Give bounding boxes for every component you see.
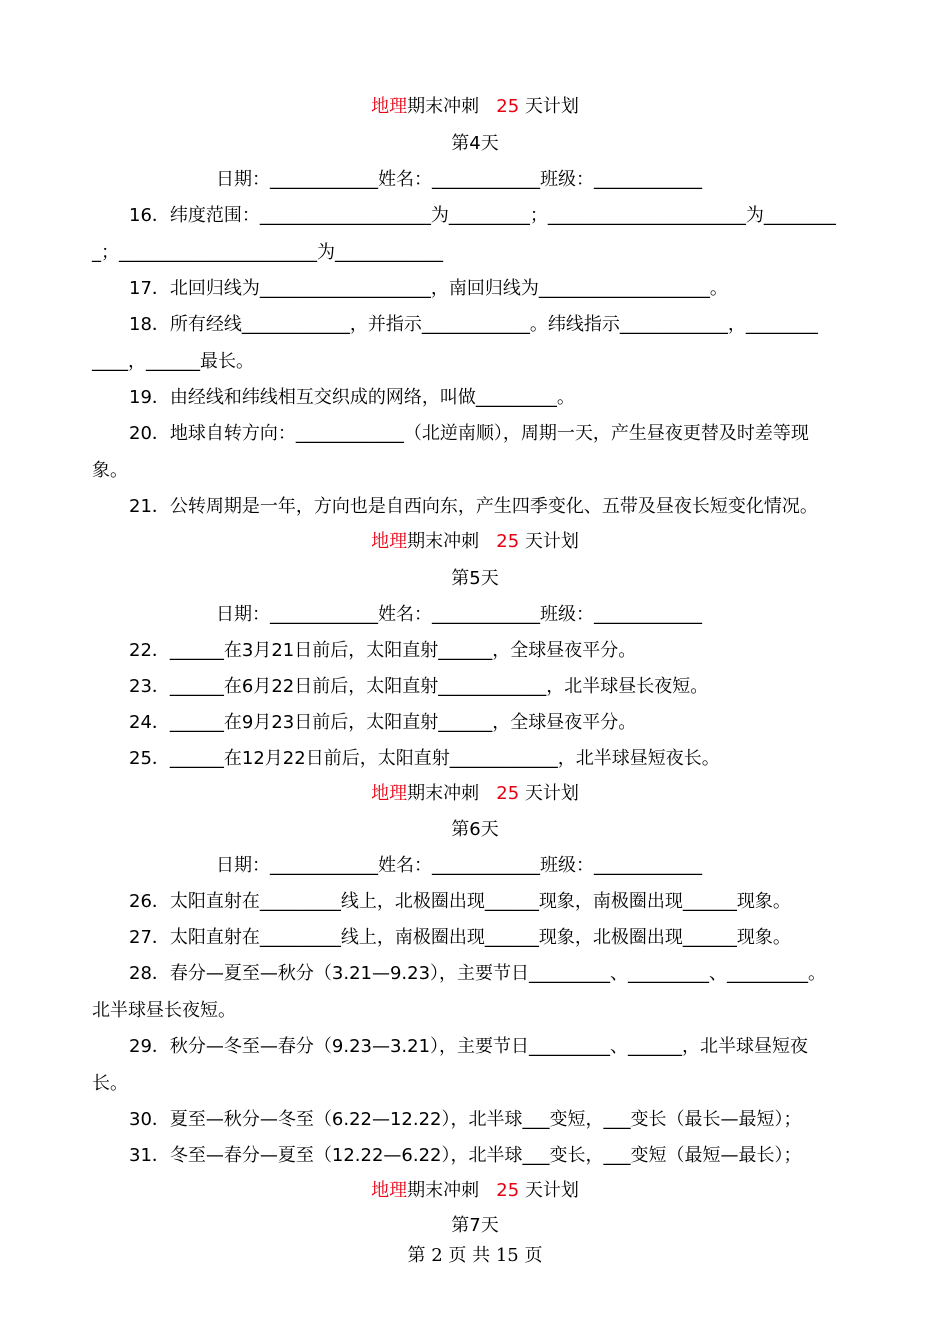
question-17: 17．北回归线为___________________，南回归线为___________________。 [129, 278, 728, 299]
section-title: 地理期末冲刺 25 天计划 [371, 96, 579, 117]
question-19: 19．由经线和纬线相互交织成的网络，叫做_________。 [129, 387, 575, 408]
section-title: 地理期末冲刺 25 天计划 [371, 531, 579, 552]
section-title: 地理期末冲刺 25 天计划 [371, 783, 579, 804]
question-28-cont: 北半球昼长夜短。 [92, 1000, 236, 1021]
question-29: 29．秋分—冬至—春分（9.23—3.21），主要节日_________、______，北半球昼短夜 [129, 1036, 809, 1057]
day-heading: 第5天 [451, 568, 499, 589]
question-20-cont: 象。 [92, 460, 128, 481]
question-24: 24．______在9月23日前后，太阳直射______，全球昼夜平分。 [129, 712, 637, 733]
question-26: 26．太阳直射在_________线上，北极圈出现______现象，南极圈出现______现象。 [129, 891, 791, 912]
page-number-footer: 第 2 页 共 15 页 [407, 1245, 543, 1266]
question-23: 23．______在6月22日前后，太阳直射____________，北半球昼长夜短。 [129, 676, 709, 697]
question-30: 30．夏至—秋分—冬至（6.22—12.22），北半球___变短，___变长（最长—最短）； [129, 1109, 802, 1130]
question-18-cont: ____，______最长。 [92, 351, 254, 372]
question-27: 27．太阳直射在_________线上，南极圈出现______现象，北极圈出现______现象。 [129, 927, 791, 948]
section-title: 地理期末冲刺 25 天计划 [371, 1180, 579, 1201]
question-21: 21．公转周期是一年，方向也是自西向东，产生四季变化、五带及昼夜长短变化情况。 [129, 496, 818, 517]
day-heading: 第4天 [451, 133, 499, 154]
day-heading: 第6天 [451, 819, 499, 840]
date-name-class-line: 日期：____________姓名：____________班级：____________ [216, 169, 702, 190]
question-29-cont: 长。 [92, 1073, 128, 1094]
day-heading: 第7天 [451, 1215, 499, 1236]
question-25: 25．______在12月22日前后，太阳直射____________，北半球昼短夜长。 [129, 748, 720, 769]
question-28: 28．春分—夏至—秋分（3.21—9.23），主要节日_________、_________、_________。 [129, 963, 827, 984]
date-name-class-line: 日期：____________姓名：____________班级：____________ [216, 604, 702, 625]
question-18: 18．所有经线____________，并指示____________。纬线指示____________，________ [129, 314, 818, 335]
date-name-class-line: 日期：____________姓名：____________班级：____________ [216, 855, 702, 876]
question-31: 31．冬至—春分—夏至（12.22—6.22），北半球___变长，___变短（最短—最长）； [129, 1145, 802, 1166]
question-22: 22．______在3月21日前后，太阳直射______，全球昼夜平分。 [129, 640, 637, 661]
question-16-cont: _；______________________为____________ [92, 242, 443, 263]
question-20: 20．地球自转方向：____________（北逆南顺），周期一天，产生昼夜更替及时差等现 [129, 423, 809, 444]
question-16: 16．纬度范围：___________________为_________；______________________为________ [129, 205, 836, 226]
